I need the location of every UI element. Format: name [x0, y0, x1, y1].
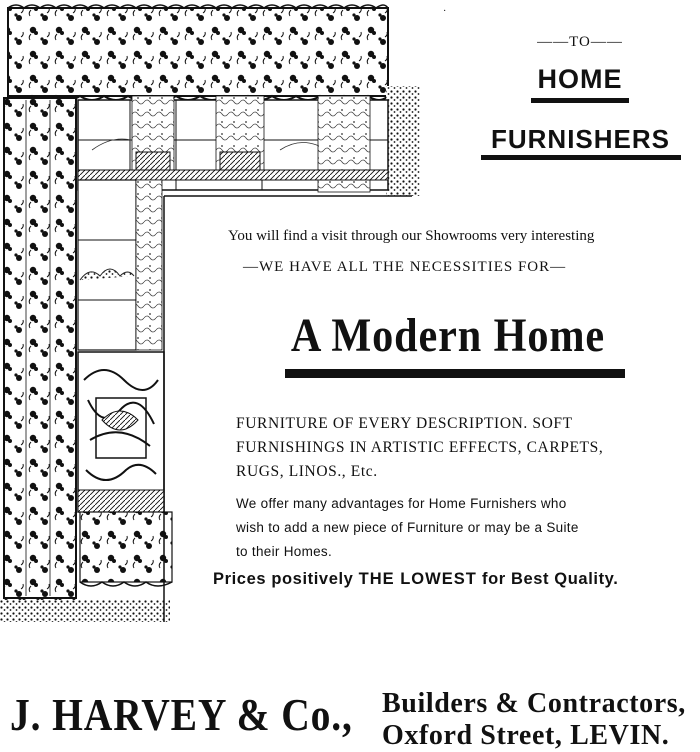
necessities-line: —WE HAVE ALL THE NECESSITIES FOR—: [243, 259, 567, 275]
firm-address: Oxford Street, LEVIN.: [382, 720, 670, 751]
intro-text: You will find a visit through our Showrooms very interesting: [228, 228, 595, 244]
furniture-description: [236, 412, 676, 484]
prices-emphasis: THE LOWEST: [358, 570, 477, 588]
firm-trade: Builders & Contractors,: [382, 688, 686, 719]
firm-name: J. HARVEY & Co.,: [10, 689, 353, 740]
to-line: ——TO——: [537, 34, 623, 50]
furniture-line: FURNITURE OF EVERY DESCRIPTION. SOFT: [236, 415, 573, 432]
furniture-line: FURNISHINGS IN ARTISTIC EFFECTS, CARPETS,: [236, 439, 604, 456]
prices-line: [213, 570, 693, 589]
offer-line: We offer many advantages for Home Furnishers who: [236, 496, 567, 511]
furnishers-heading: FURNISHERS: [490, 124, 670, 154]
headline: A Modern Home: [290, 309, 606, 362]
headline-underline: [285, 369, 625, 378]
furnishers-underline: [481, 155, 681, 160]
offer-text: [236, 492, 676, 564]
home-heading: HOME: [537, 64, 623, 94]
left-curtain: [4, 98, 76, 598]
furniture-line: RUGS, LINOS., Etc.: [236, 463, 378, 480]
print-speck: ·: [443, 6, 447, 17]
home-underline: [531, 98, 629, 103]
prices-post: for Best Quality.: [481, 570, 619, 588]
offer-line: to their Homes.: [236, 544, 333, 559]
pelmet: [8, 8, 388, 96]
firm-details: [382, 688, 700, 752]
offer-line: wish to add a new piece of Furniture or may be a Suite: [236, 520, 579, 535]
prices-pre: Prices positively: [213, 570, 354, 588]
